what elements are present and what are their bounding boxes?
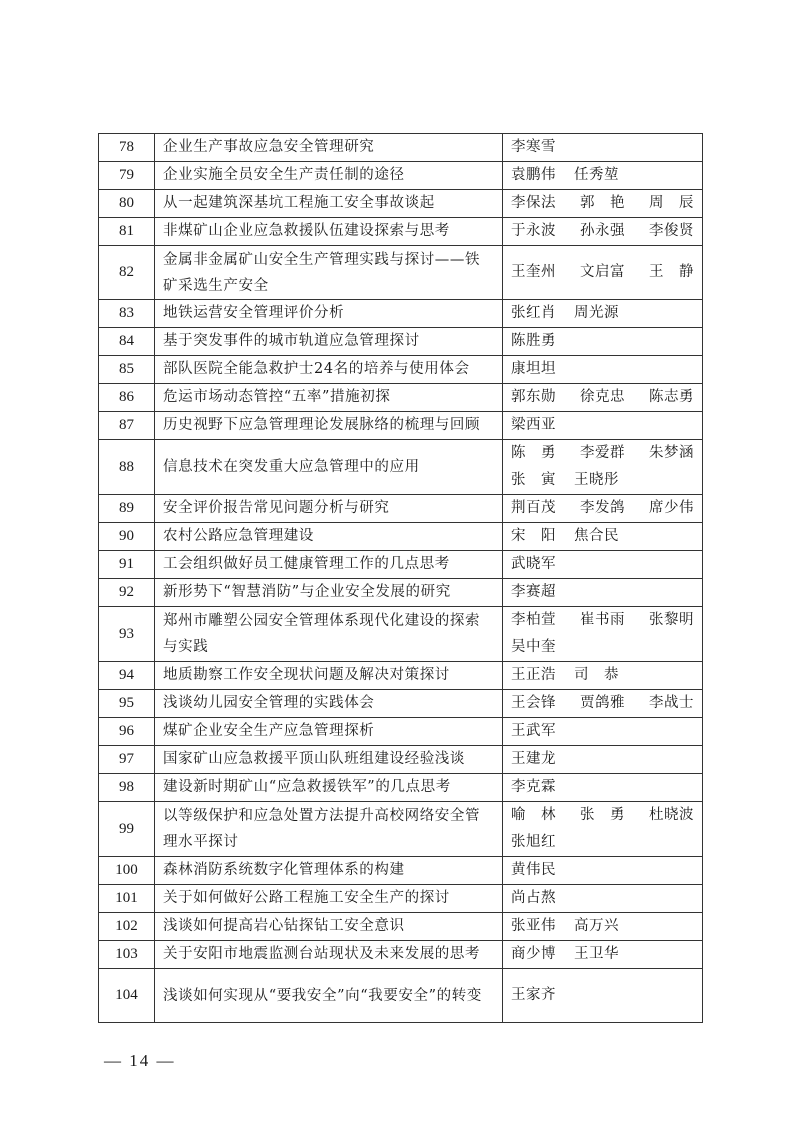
paper-title: 信息技术在突发重大应急管理中的应用	[155, 440, 503, 495]
author-name: 张 寅	[511, 472, 556, 488]
row-number: 98	[99, 774, 155, 802]
author-name: 李寒雪	[511, 139, 556, 155]
author-cell	[503, 246, 703, 300]
author-cell	[503, 690, 703, 718]
author-line	[511, 384, 694, 411]
author-line	[511, 982, 694, 1009]
table-row	[99, 246, 703, 300]
author-cell	[503, 885, 703, 913]
author-line	[511, 440, 694, 467]
author-line	[511, 746, 694, 773]
author-line	[511, 412, 694, 439]
author-line	[511, 829, 694, 856]
row-number: 101	[99, 885, 155, 913]
author-cell	[503, 440, 703, 495]
paper-title: 建设新时期矿山“应急救援铁军”的几点思考	[155, 774, 503, 802]
author-name: 高万兴	[574, 918, 619, 934]
table-row	[99, 913, 703, 941]
author-line	[511, 190, 694, 217]
author-name: 康坦坦	[511, 361, 556, 377]
author-line	[511, 913, 694, 940]
author-line	[511, 718, 694, 745]
paper-list-body	[99, 134, 703, 1023]
row-number: 90	[99, 523, 155, 551]
author-name: 黄伟民	[511, 862, 556, 878]
table-row	[99, 523, 703, 551]
author-line	[511, 467, 694, 494]
author-name: 张黎明	[649, 612, 694, 628]
table-row	[99, 495, 703, 523]
author-name: 王卫华	[574, 946, 619, 962]
author-name: 焦合民	[574, 528, 619, 544]
paper-title: 郑州市雕塑公园安全管理体系现代化建设的探索与实践	[155, 607, 503, 662]
row-number: 104	[99, 969, 155, 1023]
row-number: 81	[99, 218, 155, 246]
row-number: 85	[99, 356, 155, 384]
row-number: 102	[99, 913, 155, 941]
table-row	[99, 718, 703, 746]
author-cell	[503, 412, 703, 440]
author-line	[511, 300, 694, 327]
author-cell	[503, 774, 703, 802]
author-name: 王会锋	[511, 695, 556, 711]
table-row	[99, 774, 703, 802]
author-name: 李战士	[649, 695, 694, 711]
author-line	[511, 579, 694, 606]
paper-title: 部队医院全能急救护士24名的培养与使用体会	[155, 356, 503, 384]
paper-title: 地质勘察工作安全现状问题及解决对策探讨	[155, 662, 503, 690]
author-name: 孙永强	[580, 223, 625, 239]
author-cell	[503, 300, 703, 328]
author-line	[511, 134, 694, 161]
author-name: 杜晓波	[649, 807, 694, 823]
author-cell	[503, 551, 703, 579]
author-name: 周 辰	[649, 195, 694, 211]
author-line	[511, 774, 694, 801]
table-row	[99, 384, 703, 412]
author-cell	[503, 218, 703, 246]
paper-title: 基于突发事件的城市轨道应急管理探讨	[155, 328, 503, 356]
author-name: 于永波	[511, 223, 556, 239]
author-cell	[503, 384, 703, 412]
table-row	[99, 857, 703, 885]
author-cell	[503, 356, 703, 384]
author-name: 商少博	[511, 946, 556, 962]
paper-title: 国家矿山应急救援平顶山队班组建设经验浅谈	[155, 746, 503, 774]
author-name: 王奎州	[511, 264, 556, 280]
author-name: 荆百茂	[511, 500, 556, 516]
author-line	[511, 328, 694, 355]
row-number: 94	[99, 662, 155, 690]
author-cell	[503, 607, 703, 662]
row-number: 80	[99, 190, 155, 218]
author-name: 尚占熬	[511, 890, 556, 906]
paper-title: 企业实施全员安全生产责任制的途径	[155, 162, 503, 190]
author-cell	[503, 190, 703, 218]
author-line	[511, 218, 694, 245]
author-name: 王 静	[649, 264, 694, 280]
author-line	[511, 259, 694, 286]
row-number: 93	[99, 607, 155, 662]
paper-title: 危运市场动态管控“五率”措施初探	[155, 384, 503, 412]
paper-title: 安全评价报告常见问题分析与研究	[155, 495, 503, 523]
paper-title: 浅谈如何提高岩心钻探钻工安全意识	[155, 913, 503, 941]
row-number: 103	[99, 941, 155, 969]
paper-title: 以等级保护和应急处置方法提升高校网络安全管理水平探讨	[155, 802, 503, 857]
author-name: 王正浩	[511, 667, 556, 683]
author-name: 梁西亚	[511, 417, 556, 433]
table-row	[99, 969, 703, 1023]
row-number: 99	[99, 802, 155, 857]
paper-title: 非煤矿山企业应急救援队伍建设探索与思考	[155, 218, 503, 246]
paper-title: 煤矿企业安全生产应急管理探析	[155, 718, 503, 746]
table-row	[99, 190, 703, 218]
table-row	[99, 218, 703, 246]
author-name: 袁鹏伟	[511, 167, 556, 183]
author-name: 吴中奎	[511, 639, 556, 655]
row-number: 86	[99, 384, 155, 412]
row-number: 92	[99, 579, 155, 607]
paper-title: 从一起建筑深基坑工程施工安全事故谈起	[155, 190, 503, 218]
author-name: 李发鸽	[580, 500, 625, 516]
author-cell	[503, 718, 703, 746]
table-row	[99, 356, 703, 384]
paper-title: 金属非金属矿山安全生产管理实践与探讨——铁矿采选生产安全	[155, 246, 503, 300]
author-line	[511, 162, 694, 189]
row-number: 82	[99, 246, 155, 300]
author-name: 郭 艳	[580, 195, 625, 211]
author-line	[511, 495, 694, 522]
paper-title: 企业生产事故应急安全管理研究	[155, 134, 503, 162]
table-row	[99, 690, 703, 718]
author-name: 王晓彤	[574, 472, 619, 488]
author-name: 武晓军	[511, 556, 556, 572]
row-number: 96	[99, 718, 155, 746]
author-cell	[503, 941, 703, 969]
author-name: 崔书雨	[580, 612, 625, 628]
paper-title: 新形势下“智慧消防”与企业安全发展的研究	[155, 579, 503, 607]
author-name: 周光源	[574, 305, 619, 321]
table-row	[99, 328, 703, 356]
author-name: 喻 林	[511, 807, 556, 823]
author-name: 李俊贤	[649, 223, 694, 239]
author-name: 李赛超	[511, 584, 556, 600]
author-line	[511, 690, 694, 717]
author-cell	[503, 746, 703, 774]
author-name: 王建龙	[511, 751, 556, 767]
author-name: 王家齐	[511, 987, 556, 1003]
paper-title: 农村公路应急管理建设	[155, 523, 503, 551]
author-cell	[503, 662, 703, 690]
table-row	[99, 607, 703, 662]
author-name: 张红肖	[511, 305, 556, 321]
row-number: 100	[99, 857, 155, 885]
paper-title: 关于如何做好公路工程施工安全生产的探讨	[155, 885, 503, 913]
table-row	[99, 941, 703, 969]
author-name: 任秀堃	[574, 167, 619, 183]
author-line	[511, 941, 694, 968]
author-name: 朱梦涵	[649, 445, 694, 461]
table-row	[99, 551, 703, 579]
paper-title: 浅谈如何实现从“要我安全”向“我要安全”的转变	[155, 969, 503, 1023]
author-name: 张 勇	[580, 807, 625, 823]
author-name: 李爱群	[580, 445, 625, 461]
author-line	[511, 523, 694, 550]
author-cell	[503, 162, 703, 190]
row-number: 83	[99, 300, 155, 328]
author-line	[511, 634, 694, 661]
table-row	[99, 440, 703, 495]
author-name: 张旭红	[511, 834, 556, 850]
author-cell	[503, 134, 703, 162]
author-cell	[503, 969, 703, 1023]
row-number: 87	[99, 412, 155, 440]
table-row	[99, 802, 703, 857]
author-cell	[503, 579, 703, 607]
table-row	[99, 579, 703, 607]
table-row	[99, 885, 703, 913]
row-number: 95	[99, 690, 155, 718]
author-line	[511, 802, 694, 829]
author-line	[511, 551, 694, 578]
author-cell	[503, 857, 703, 885]
author-name: 文启富	[580, 264, 625, 280]
author-name: 陈 勇	[511, 445, 556, 461]
author-name: 宋 阳	[511, 528, 556, 544]
author-name: 徐克忠	[580, 389, 625, 405]
author-cell	[503, 802, 703, 857]
paper-title: 浅谈幼儿园安全管理的实践体会	[155, 690, 503, 718]
row-number: 84	[99, 328, 155, 356]
table-row	[99, 300, 703, 328]
table-row	[99, 412, 703, 440]
row-number: 79	[99, 162, 155, 190]
paper-title: 森林消防系统数字化管理体系的构建	[155, 857, 503, 885]
page-number: — 14 —	[104, 1051, 176, 1070]
author-name: 陈胜勇	[511, 333, 556, 349]
author-line	[511, 885, 694, 912]
author-name: 李克霖	[511, 779, 556, 795]
author-name: 贾鸽雅	[580, 695, 625, 711]
paper-title: 工会组织做好员工健康管理工作的几点思考	[155, 551, 503, 579]
table-row	[99, 746, 703, 774]
author-name: 陈志勇	[649, 389, 694, 405]
table-row	[99, 134, 703, 162]
paper-list-table	[98, 133, 703, 1023]
row-number: 89	[99, 495, 155, 523]
author-cell	[503, 913, 703, 941]
author-name: 席少伟	[649, 500, 694, 516]
author-line	[511, 607, 694, 634]
author-cell	[503, 523, 703, 551]
paper-title: 关于安阳市地震监测台站现状及未来发展的思考	[155, 941, 503, 969]
author-line	[511, 356, 694, 383]
author-name: 王武军	[511, 723, 556, 739]
author-name: 李保法	[511, 195, 556, 211]
row-number: 88	[99, 440, 155, 495]
author-name: 郭东勋	[511, 389, 556, 405]
author-cell	[503, 495, 703, 523]
author-name: 张亚伟	[511, 918, 556, 934]
author-name: 司 恭	[574, 667, 619, 683]
author-cell	[503, 328, 703, 356]
author-line	[511, 662, 694, 689]
author-name: 李柏萱	[511, 612, 556, 628]
row-number: 97	[99, 746, 155, 774]
row-number: 91	[99, 551, 155, 579]
paper-title: 历史视野下应急管理理论发展脉络的梳理与回顾	[155, 412, 503, 440]
table-row	[99, 662, 703, 690]
author-line	[511, 857, 694, 884]
paper-title: 地铁运营安全管理评价分析	[155, 300, 503, 328]
row-number: 78	[99, 134, 155, 162]
table-row	[99, 162, 703, 190]
